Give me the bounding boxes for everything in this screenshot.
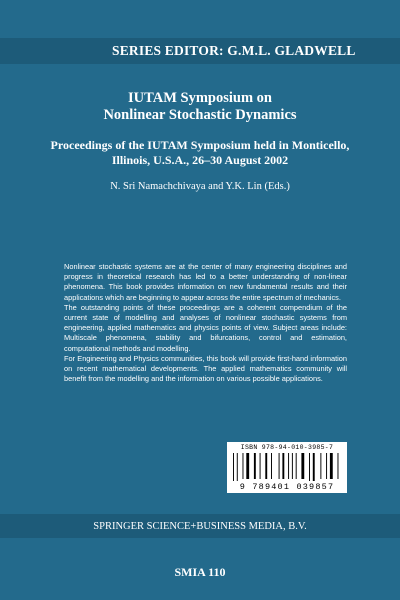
book-subtitle-line-2: Illinois, U.S.A., 26–30 August 2002 xyxy=(111,153,289,167)
blurb-text xyxy=(64,262,347,384)
book-title xyxy=(0,90,400,124)
book-title-line-2: Nonlinear Stochastic Dynamics xyxy=(103,107,297,123)
blurb-paragraph: The outstanding points of these proceedings are a coherent compendium of the current state of modelling and analyses of nonlinear stochastic systems from engineering, applied mathematics and physics points of view. Subject areas include: Multiscale phenomena, stability and bifurcations, control and estimation, computational methods and modelling. xyxy=(64,302,347,353)
publisher-band xyxy=(0,514,400,538)
publisher-name: SPRINGER SCIENCE+BUSINESS MEDIA, B.V. xyxy=(93,520,307,532)
series-editor-band xyxy=(0,38,400,64)
series-editor-label: SERIES EDITOR: G.M.L. GLADWELL xyxy=(112,43,356,58)
blurb-paragraph: Nonlinear stochastic systems are at the center of many engineering disciplines and progress in theoretical research has led to a better understanding of non-linear phenomena. This book provides information on new fundamental results and their applications which are beginning to appear across the entire spectrum of mechanics. xyxy=(64,262,347,302)
series-number: SMIA 110 xyxy=(174,565,226,579)
book-subtitle xyxy=(0,138,400,168)
book-subtitle-line-1: Proceedings of the IUTAM Symposium held in Monticello, xyxy=(50,138,350,152)
book-title-line-1: IUTAM Symposium on xyxy=(128,90,272,106)
title-block xyxy=(0,90,400,192)
barcode-graphic xyxy=(231,453,343,481)
barcode-digits: 9 789401 039857 xyxy=(239,482,335,492)
editors-line: N. Sri Namachchivaya and Y.K. Lin (Eds.) xyxy=(110,181,290,192)
blurb-paragraph: For Engineering and Physics communities, this book will provide first-hand information on recent mathematical developments. The applied mathematics community will benefit from the modelling and the information on various possible applications. xyxy=(64,353,347,384)
isbn-number: ISBN 978-94-010-3985-7 xyxy=(240,444,334,451)
isbn-barcode-box xyxy=(227,442,347,493)
